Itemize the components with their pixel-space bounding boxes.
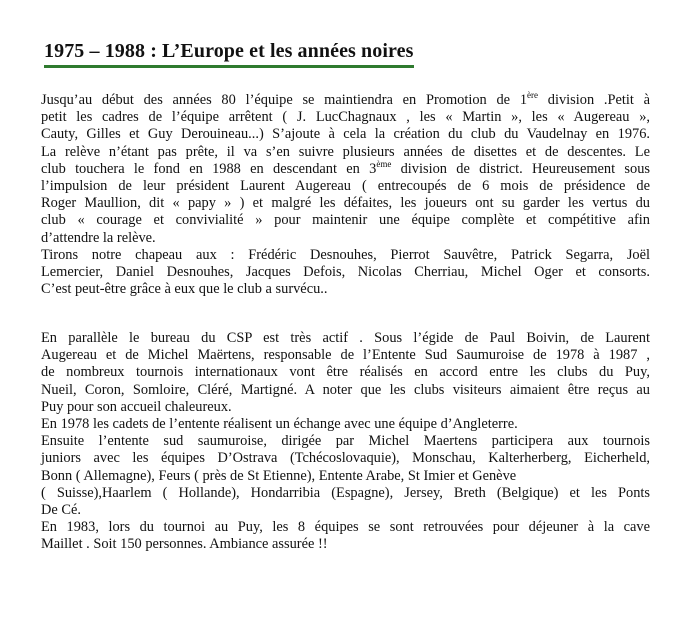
superscript: ère xyxy=(527,90,539,100)
text-line: de nombreux tournois internationaux vont être réalisés en accord entre les clubs du Puy, xyxy=(41,364,650,381)
text-span: Jusqu’au début des années 80 l’équipe se maintiendra en Promotion de 1 xyxy=(41,92,528,108)
text-line: Maillet . Soit 150 personnes. Ambiance assurée !! xyxy=(41,536,328,553)
text-line: juniors avec les équipes D’Ostrava (Tchécoslovaquie), Monschau, Kalterherberg, Eicherheld, xyxy=(41,450,650,467)
text-line: La relève n’étant pas prête, il va s’en suivre plusieurs années de disettes et de descentes. Le xyxy=(41,143,650,160)
text-line: De Cé. xyxy=(41,501,81,518)
text-line: club « courage et convivialité » pour maintenir une équipe complète et compétitive afin xyxy=(41,212,650,229)
text-line: Puy pour son accueil chaleureux. xyxy=(41,398,232,415)
text-span: division de district. Heureusement sous xyxy=(391,160,650,177)
text-line: ( Suisse),Haarlem ( Hollande), Hondarribia (Espagne), Jersey, Breth (Belgique) et les Ponts xyxy=(41,484,650,501)
heading-block xyxy=(44,40,414,68)
text-line xyxy=(41,158,650,178)
text-line: Bonn ( Allemagne), Feurs ( près de St Etienne), Entente Arabe, St Imier et Genève xyxy=(41,467,517,484)
text-line: C’est peut-être grâce à eux que le club a survécu.. xyxy=(41,281,328,298)
text-line: Tirons notre chapeau aux : Frédéric Desnouhes, Pierrot Sauvêtre, Patrick Segarra, Joël xyxy=(41,246,650,263)
text-line xyxy=(41,92,650,109)
text-line: l’impulsion de leur président Laurent Augereau ( entrecoupés de 6 mois de présidence de xyxy=(41,177,650,194)
text-line: En parallèle le bureau du CSP est très actif . Sous l’égide de Paul Boivin, de Laurent xyxy=(41,330,650,346)
text-span: division .Petit à xyxy=(538,92,650,108)
text-line: Cauty, Gilles et Guy Derouineau...) S’ajoute à cela la création du club du Vaudelnay en 1976. xyxy=(41,126,650,143)
text-line: Augereau et de Michel Maërtens, responsable de l’Entente Sud Saumuroise de 1978 à 1987 , xyxy=(41,347,650,364)
page-title: 1975 – 1988 : L’Europe et les années noires xyxy=(44,40,414,68)
text-line: En 1983, lors du tournoi au Puy, les 8 équipes se sont retrouvées pour déjeuner à la cave xyxy=(41,519,650,536)
text-span: club toucherа le fond en 1988 en descendant en 3 xyxy=(41,160,377,177)
text-line: Roger Maullion, dit « papy » ) et malgré les défaites, les joueurs ont su garder les vertus du xyxy=(41,195,650,212)
text-line: Nueil, Coron, Somloire, Cléré, Martigné. A noter que les clubs visiteurs aimaient être reçus au xyxy=(41,381,650,398)
paragraph-european-tournaments xyxy=(41,330,650,553)
superscript: ème xyxy=(376,158,392,169)
text-line: petit les cadres de l’équipe arrêtent ( J. LucChagnaux , les « Martin », les « Augereau », xyxy=(41,109,650,126)
text-line: En 1978 les cadets de l’entente réalisent un échange avec une équipe d’Angleterre. xyxy=(41,415,518,432)
paragraph-club-history xyxy=(41,92,650,298)
text-line: Ensuite l’entente sud saumuroise, dirigée par Michel Maertens participera aux tournois xyxy=(41,433,650,450)
text-line: d’attendre la relève. xyxy=(41,229,156,246)
text-line: Lemercier, Daniel Desnouhes, Jacques Defois, Nicolas Cherriau, Michel Oger et consorts. xyxy=(41,263,650,280)
